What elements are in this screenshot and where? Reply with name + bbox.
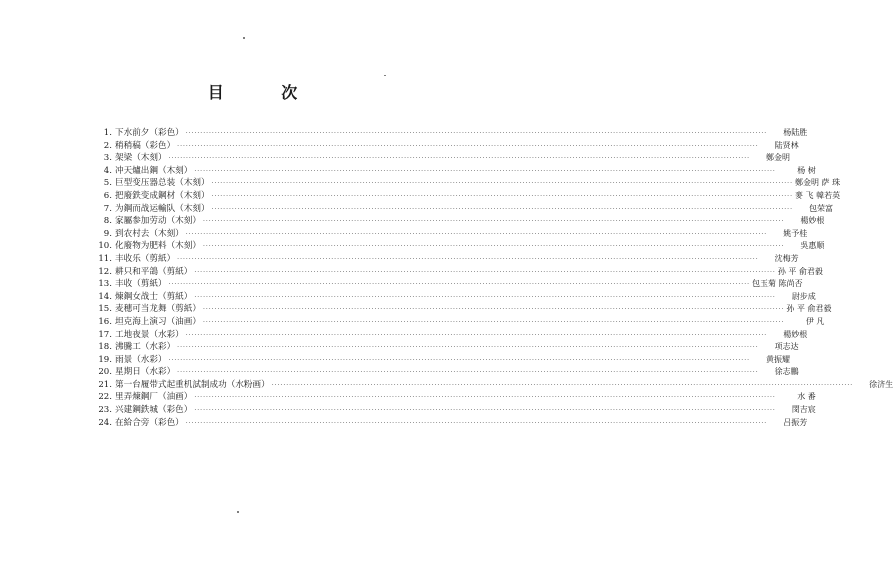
toc-author: 徐志鵬 (774, 367, 799, 377)
toc-number: 8. (103, 216, 112, 227)
toc-entry (115, 417, 808, 431)
toc-row (90, 152, 791, 165)
toc-title: 煉鋼女战士（剪紙） (115, 291, 193, 302)
toc-leader-dots: ········································································································································································································ (185, 331, 768, 339)
toc-row (90, 329, 808, 342)
toc-entry (115, 366, 799, 380)
toc-title: 耕只和平鴿（剪紙） (115, 266, 193, 277)
toc-author: 水 番 (797, 392, 816, 402)
page-title: 目 次 (207, 83, 324, 102)
toc-author: 楊妙根 (800, 216, 825, 226)
toc-number: 12. (98, 266, 112, 277)
toc-entry (115, 152, 791, 166)
toc-title: 在給合旁（彩色） (115, 417, 184, 428)
toc-leader-dots: ········································································································································································································ (185, 419, 768, 427)
toc-entry (115, 354, 791, 368)
toc-title: 星期日（水彩） (115, 367, 176, 378)
toc-title: 家屬参加劳动（木刻） (115, 216, 201, 227)
toc-leader-dots: ········································································································································································································ (177, 344, 759, 352)
toc-author: 姚予桂 (783, 228, 808, 238)
toc-leader-dots: ········································································································································································································ (202, 218, 785, 226)
toc-row (90, 303, 832, 316)
toc-number: 7. (103, 203, 112, 214)
toc-title: 沸騰工（水彩） (115, 342, 176, 353)
toc-author: 项志达 (774, 342, 799, 352)
toc-number: 1. (103, 128, 112, 138)
toc-row (90, 354, 791, 367)
toc-row (90, 253, 799, 266)
toc-row (90, 140, 799, 153)
toc-row (90, 379, 893, 392)
toc-number: 10. (98, 241, 112, 252)
toc-title: 冲天爐出鋼（木刻） (115, 165, 193, 176)
toc-author: 包玉菊 陈尚否 (752, 279, 803, 289)
toc-leader-dots: ········································································································································································································ (194, 293, 776, 301)
toc-number: 16. (98, 316, 112, 327)
toc-author: 伊 凡 (805, 316, 825, 326)
toc-leader-dots: ········································································································································································································ (168, 281, 751, 289)
toc-title: 第一台履带式起重机試制成功（水粉画） (115, 379, 270, 390)
toc-entry (115, 404, 816, 418)
toc-row (90, 341, 799, 354)
toc-entry (115, 341, 799, 355)
toc-title: 化廢物为肥料（木刻） (115, 241, 201, 252)
toc-number: 20. (98, 367, 112, 378)
toc-row (90, 366, 799, 379)
toc-row (90, 127, 808, 140)
toc-leader-dots: ········································································································································································································ (202, 318, 785, 326)
toc-entry (115, 253, 799, 267)
toc-title: 到农村去（木刻） (115, 228, 184, 239)
toc-leader-dots: ········································································································································································································ (211, 192, 793, 200)
toc-author: 鄭金明 萨 珠 (795, 178, 841, 188)
toc-number: 13. (98, 279, 112, 290)
toc-author: 沈梅芳 (774, 253, 799, 263)
toc-title: 丰收（剪紙） (115, 279, 167, 290)
toc-author: 徐济生 (869, 379, 893, 389)
toc-row (90, 215, 825, 228)
toc-entry (115, 177, 841, 191)
toc-number: 15. (98, 304, 112, 315)
toc-author: 吳惠顺 (800, 241, 825, 251)
toc-leader-dots: ········································································································································································································ (194, 268, 776, 276)
toc-row (90, 266, 823, 279)
toc-number: 24. (98, 417, 112, 428)
toc-leader-dots: ········································································································································································································ (211, 180, 793, 188)
table-of-contents (90, 127, 893, 429)
toc-number: 11. (98, 253, 112, 264)
toc-author: 尉步成 (791, 291, 816, 301)
toc-entry (115, 329, 808, 343)
page-speck (237, 511, 239, 513)
toc-author: 吕振芳 (783, 417, 808, 427)
toc-leader-dots: ········································································································································································································ (211, 205, 793, 213)
toc-leader-dots: ········································································································································································································ (194, 167, 776, 175)
toc-title: 里弄煉鋼厂（油画） (115, 392, 193, 403)
toc-number: 18. (98, 342, 112, 353)
toc-leader-dots: ········································································································································································································ (168, 155, 751, 163)
toc-number: 5. (103, 178, 112, 189)
toc-title: 工地夜景（水彩） (115, 329, 184, 340)
toc-row (90, 203, 833, 216)
toc-number: 14. (98, 291, 112, 302)
toc-entry (115, 215, 825, 229)
toc-number: 21. (98, 379, 112, 390)
toc-row (90, 165, 816, 178)
page-speck (243, 37, 245, 39)
toc-row (90, 291, 816, 304)
toc-title: 坦克海上演习（油画） (115, 316, 201, 327)
toc-entry (115, 203, 833, 217)
toc-leader-dots: ········································································································································································································ (185, 130, 768, 137)
toc-author: 孙 平 俞君毅 (777, 266, 823, 276)
toc-entry (115, 278, 803, 292)
toc-entry (115, 291, 816, 305)
toc-leader-dots: ········································································································································································································ (202, 306, 785, 314)
toc-leader-dots: ········································································································································································································ (177, 142, 759, 150)
toc-number: 9. (103, 228, 112, 239)
toc-entry (115, 140, 799, 154)
toc-author: 麥 飞 韓若英 (795, 190, 841, 200)
toc-author: 包荣富 (809, 203, 833, 213)
toc-author: 鄭金明 (766, 153, 791, 163)
toc-number: 22. (98, 392, 112, 403)
toc-row (90, 177, 841, 190)
toc-leader-dots: ········································································································································································································ (271, 381, 854, 389)
toc-number: 3. (103, 153, 112, 164)
toc-number: 2. (103, 140, 112, 151)
page-speck (384, 75, 386, 76)
toc-title: 麦穗可当龙舞（剪紙） (115, 304, 201, 315)
toc-author: 陆贤林 (774, 140, 799, 150)
toc-number: 17. (98, 329, 112, 340)
toc-row (90, 190, 841, 203)
toc-entry (115, 127, 808, 141)
toc-number: 23. (98, 405, 112, 416)
toc-leader-dots: ········································································································································································································ (194, 394, 776, 402)
toc-entry (115, 303, 832, 317)
toc-entry (115, 266, 823, 280)
toc-entry (115, 316, 825, 330)
toc-entry (115, 165, 816, 179)
toc-title: 兴建鋼鉄城（彩色） (115, 405, 193, 416)
toc-author: 孙 平 俞君毅 (786, 304, 832, 314)
toc-title: 把廢鉄变成鋼材（木刻） (115, 190, 210, 201)
toc-number: 19. (98, 354, 112, 365)
toc-title: 巨型变压器总装（木刻） (115, 178, 210, 189)
toc-number: 4. (103, 165, 112, 176)
toc-leader-dots: ········································································································································································································ (202, 243, 785, 251)
toc-author: 黄振耀 (766, 354, 791, 364)
toc-author: 杨陆胜 (783, 128, 808, 137)
toc-entry (115, 391, 816, 405)
toc-row (90, 391, 816, 404)
toc-entry (115, 228, 808, 242)
toc-leader-dots: ········································································································································································································ (194, 407, 776, 415)
toc-entry (115, 240, 825, 254)
toc-row (90, 404, 816, 417)
toc-entry (115, 379, 893, 393)
toc-entry (115, 190, 841, 204)
toc-leader-dots: ········································································································································································································ (168, 356, 751, 364)
toc-title: 丰收乐（剪紙） (115, 253, 176, 264)
toc-title: 稍稍稿（彩色） (115, 140, 176, 151)
toc-title: 架梁（木刻） (115, 153, 167, 164)
toc-leader-dots: ········································································································································································································ (185, 230, 768, 238)
toc-leader-dots: ········································································································································································································ (177, 255, 759, 263)
toc-row (90, 240, 825, 253)
toc-leader-dots: ········································································································································································································ (177, 369, 759, 377)
toc-author: 閔吉宸 (791, 405, 816, 415)
toc-author: 杨 树 (797, 165, 816, 175)
toc-row (90, 417, 808, 430)
toc-title: 为鋼而战运輸队（木刻） (115, 203, 210, 214)
toc-author: 楊妙根 (783, 329, 808, 339)
toc-row (90, 228, 808, 241)
toc-title: 雨景（水彩） (115, 354, 167, 365)
toc-title: 下水前夕（彩色） (115, 128, 184, 138)
toc-row (90, 316, 825, 329)
toc-row (90, 278, 803, 291)
toc-number: 6. (103, 190, 112, 201)
